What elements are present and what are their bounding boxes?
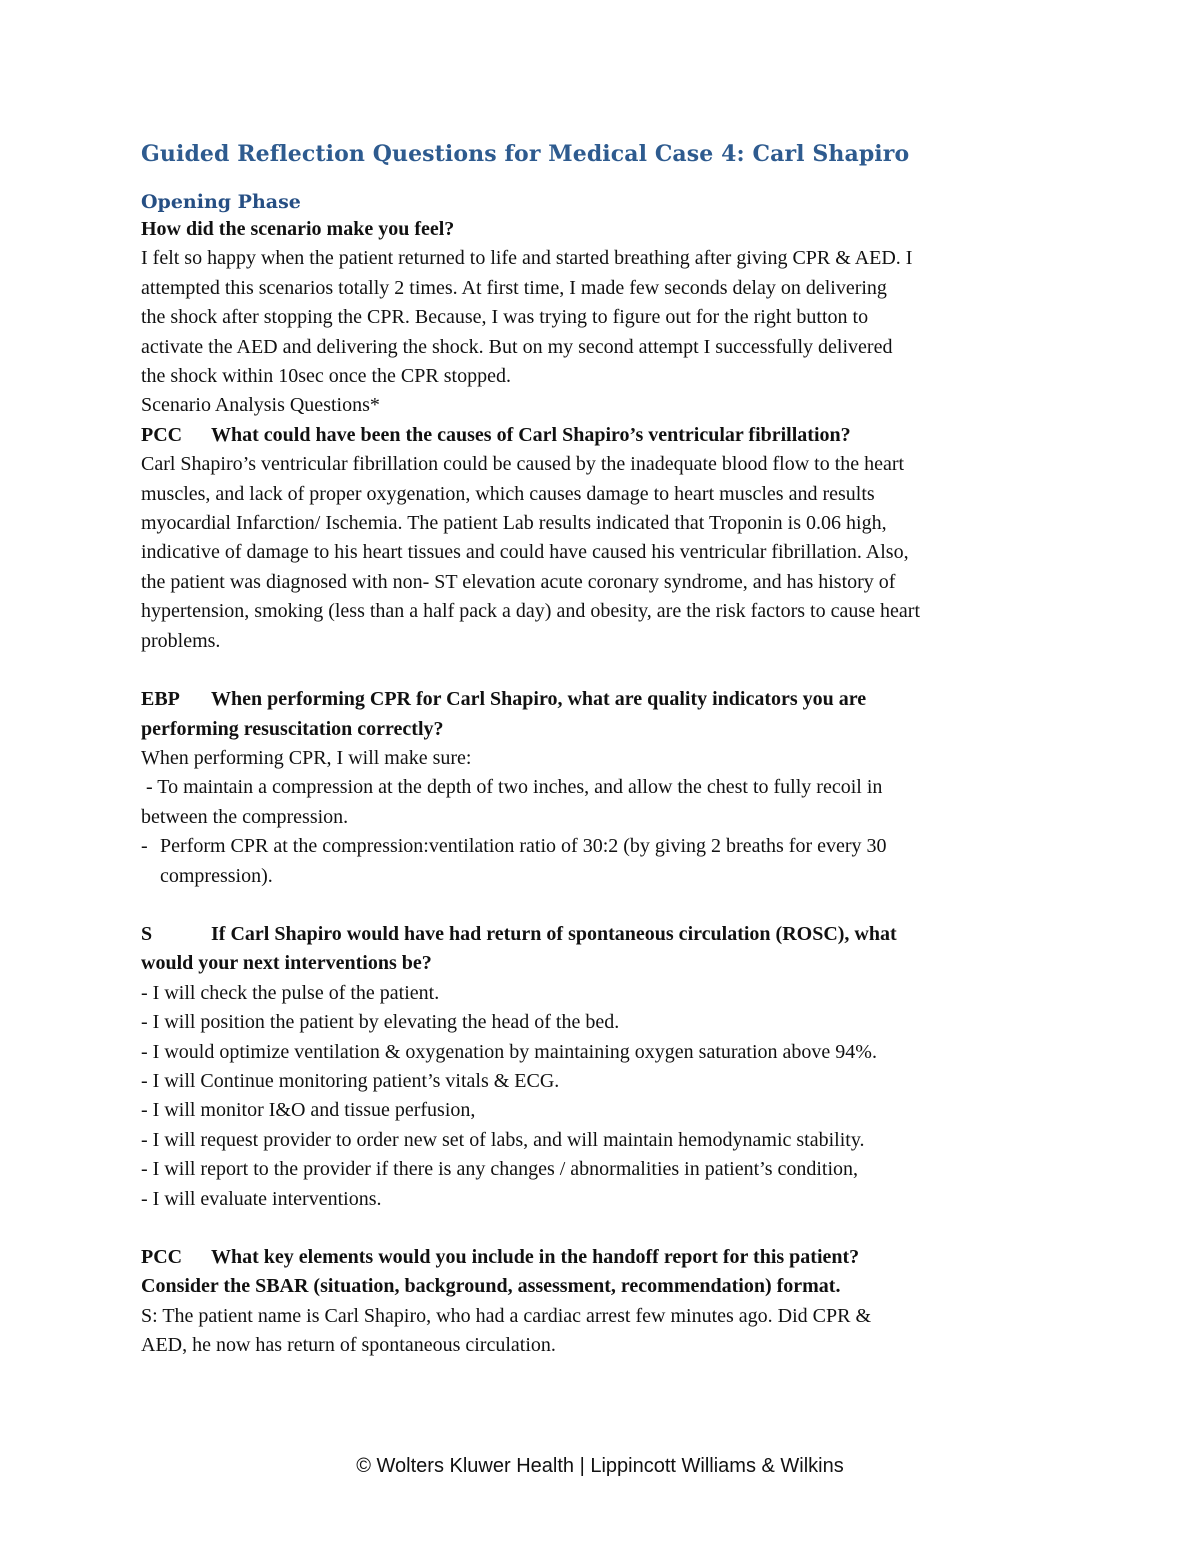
question-3-continued: would your next interventions be? — [141, 952, 432, 975]
q2-item: - To maintain a compression at the depth of two inches, and allow the chest to fully recoil in — [141, 776, 883, 799]
q3-item: - I will Continue monitoring patient’s vitals & ECG. — [141, 1069, 560, 1092]
q4-answer-line: S: The patient name is Carl Shapiro, who had a cardiac arrest few minutes ago. Did CPR & — [141, 1304, 872, 1327]
q1-answer-line: hypertension, smoking (less than a half pack a day) and obesity, are the risk factors to cause heart — [141, 600, 920, 623]
question-4-tag: PCC — [141, 1246, 183, 1268]
q2-item-text: Perform CPR at the compression:ventilation ratio of 30:2 (by giving 2 breaths for every 30 — [160, 835, 887, 858]
q3-item: - I will check the pulse of the patient. — [141, 981, 440, 1004]
opening-answer-line: the shock after stopping the CPR. Because, I was trying to figure out for the right button to — [141, 306, 869, 329]
question-3-tag: S — [141, 922, 153, 945]
q1-answer-line: the patient was diagnosed with non- ST elevation acute coronary syndrome, and has history of — [141, 570, 896, 593]
q3-item: - I will evaluate interventions. — [141, 1187, 382, 1210]
q1-answer-line: muscles, and lack of proper oxygenation, which causes damage to heart muscles and results — [141, 482, 875, 505]
q3-item: - I will position the patient by elevating the head of the bed. — [141, 1011, 620, 1034]
question-4 — [141, 1243, 1071, 1272]
question-1 — [141, 421, 1071, 450]
question-4-continued: Consider the SBAR (situation, background, assessment, recommendation) format. — [141, 1275, 841, 1298]
q3-item: - I will request provider to order new set of labs, and will maintain hemodynamic stability. — [141, 1128, 865, 1151]
opening-answer-line: I felt so happy when the patient returned to life and started breathing after giving CPR & AED. I — [141, 247, 913, 270]
dash-marker: - — [141, 835, 148, 858]
document-body — [141, 141, 1071, 1361]
q3-item: - I will monitor I&O and tissue perfusion, — [141, 1099, 476, 1122]
opening-answer-line: activate the AED and delivering the shock. But on my second attempt I successfully delivered — [141, 335, 893, 358]
question-1-tag: PCC — [141, 423, 183, 446]
q3-item: - I will report to the provider if there is any changes / abnormalities in patient’s condition, — [141, 1158, 859, 1181]
q4-answer-line: AED, he now has return of spontaneous circulation. — [141, 1334, 556, 1357]
spacer — [141, 891, 1071, 920]
question-2-text: When performing CPR for Carl Shapiro, what are quality indicators you are — [211, 688, 867, 711]
copyright-footer: © Wolters Kluwer Health | Lippincott Williams & Wilkins — [356, 1455, 844, 1477]
opening-answer-line: attempted this scenarios totally 2 times. At first time, I made few seconds delay on delivering — [141, 276, 887, 299]
q2-intro: When performing CPR, I will make sure: — [141, 746, 472, 769]
spacer — [141, 1214, 1071, 1243]
opening-phase-heading: Opening Phase — [141, 191, 301, 213]
opening-answer-line: the shock within 10sec once the CPR stopped. — [141, 365, 511, 388]
q2-item-continued: between the compression. — [141, 805, 349, 828]
question-2-tag: EBP — [141, 688, 180, 711]
question-3 — [141, 920, 1071, 949]
question-3-text: If Carl Shapiro would have had return of spontaneous circulation (ROSC), what — [211, 922, 897, 945]
scenario-analysis-label: Scenario Analysis Questions* — [141, 394, 380, 417]
document-title: Guided Reflection Questions for Medical Case 4: Carl Shapiro — [141, 141, 910, 167]
q1-answer-line: indicative of damage to his heart tissues and could have caused his ventricular fibrillation. Also, — [141, 541, 909, 564]
q1-answer-line: problems. — [141, 629, 221, 652]
question-2-continued: performing resuscitation correctly? — [141, 717, 444, 740]
q2-item-continued: compression). — [160, 864, 273, 887]
q2-item — [141, 832, 1071, 861]
question-4-text: What key elements would you include in the handoff report for this patient? — [211, 1246, 860, 1268]
spacer — [141, 656, 1071, 685]
q3-item: - I would optimize ventilation & oxygenation by maintaining oxygen saturation above 94%. — [141, 1040, 877, 1063]
opening-question: How did the scenario make you feel? — [141, 218, 455, 240]
q1-answer-line: Carl Shapiro’s ventricular fibrillation could be caused by the inadequate blood flow to the heart — [141, 453, 905, 476]
q1-answer-line: myocardial Infarction/ Ischemia. The patient Lab results indicated that Troponin is 0.06 high, — [141, 512, 887, 535]
question-1-text: What could have been the causes of Carl Shapiro’s ventricular fibrillation? — [211, 423, 851, 446]
question-2 — [141, 685, 1071, 714]
